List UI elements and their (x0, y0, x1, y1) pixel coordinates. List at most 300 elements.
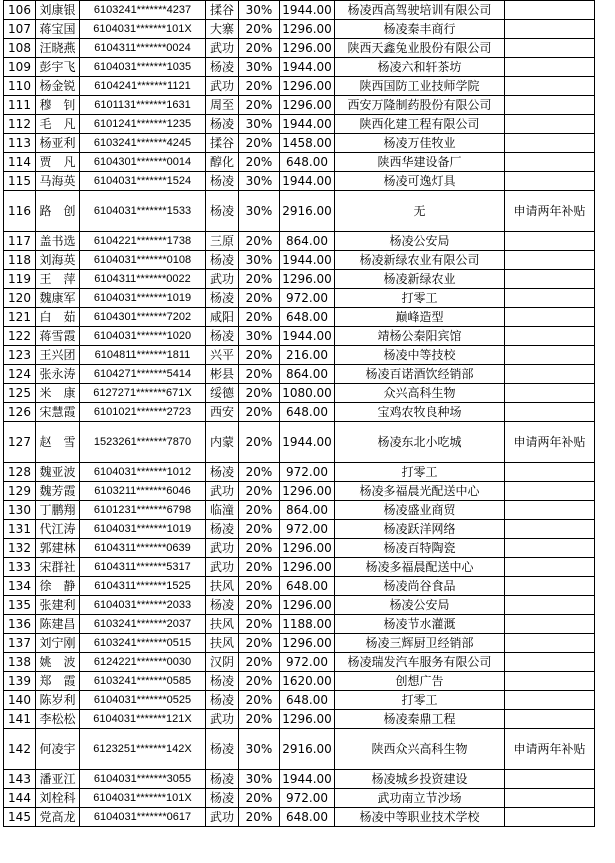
area-cell: 杨凌 (206, 289, 239, 308)
row-number-cell: 119 (4, 270, 36, 289)
amount-cell: 1944.00 (280, 115, 335, 134)
rate-cell: 30% (239, 1, 280, 20)
table-row (4, 384, 595, 403)
id-number-cell: 6103241*******2037 (80, 615, 206, 634)
company-cell: 众兴高科生物 (335, 384, 505, 403)
note-cell (505, 501, 595, 520)
id-number-cell: 6104031*******1019 (80, 289, 206, 308)
amount-cell: 648.00 (280, 808, 335, 827)
table-row (4, 153, 595, 172)
note-cell: 申请两年补贴 (505, 191, 595, 232)
rate-cell: 20% (239, 232, 280, 251)
company-cell: 靖杨公秦阳宾馆 (335, 327, 505, 346)
row-number-cell: 132 (4, 539, 36, 558)
row-number-cell: 127 (4, 422, 36, 463)
company-cell: 杨凌中等职业技术学校 (335, 808, 505, 827)
note-cell (505, 710, 595, 729)
note-cell (505, 596, 595, 615)
name-cell: 汪晓燕 (36, 39, 80, 58)
id-number-cell: 6104031*******121X (80, 710, 206, 729)
name-cell: 王 萍 (36, 270, 80, 289)
table-body (4, 1, 595, 827)
note-cell (505, 615, 595, 634)
row-number-cell: 139 (4, 672, 36, 691)
note-cell (505, 308, 595, 327)
rate-cell: 20% (239, 634, 280, 653)
rate-cell: 20% (239, 39, 280, 58)
name-cell: 张永涛 (36, 365, 80, 384)
row-number-cell: 112 (4, 115, 36, 134)
table-row (4, 710, 595, 729)
company-cell: 杨凌西高驾驶培训有限公司 (335, 1, 505, 20)
note-cell (505, 463, 595, 482)
amount-cell: 1620.00 (280, 672, 335, 691)
table-row (4, 270, 595, 289)
rate-cell: 20% (239, 308, 280, 327)
name-cell: 陈建昌 (36, 615, 80, 634)
id-number-cell: 6103241*******0585 (80, 672, 206, 691)
rate-cell: 20% (239, 482, 280, 501)
amount-cell: 1296.00 (280, 77, 335, 96)
rate-cell: 20% (239, 365, 280, 384)
note-cell (505, 577, 595, 596)
row-number-cell: 121 (4, 308, 36, 327)
name-cell: 盖书选 (36, 232, 80, 251)
table-row (4, 501, 595, 520)
name-cell: 马海英 (36, 172, 80, 191)
rate-cell: 20% (239, 653, 280, 672)
id-number-cell: 6101241*******1235 (80, 115, 206, 134)
id-number-cell: 6104031*******2033 (80, 596, 206, 615)
amount-cell: 1944.00 (280, 172, 335, 191)
name-cell: 穆 钊 (36, 96, 80, 115)
table-row (4, 96, 595, 115)
row-number-cell: 122 (4, 327, 36, 346)
company-cell: 陕西天鑫兔业股份有限公司 (335, 39, 505, 58)
company-cell: 无 (335, 191, 505, 232)
amount-cell: 972.00 (280, 653, 335, 672)
note-cell: 申请两年补贴 (505, 729, 595, 770)
amount-cell: 1944.00 (280, 251, 335, 270)
amount-cell: 972.00 (280, 463, 335, 482)
name-cell: 宋群社 (36, 558, 80, 577)
company-cell: 杨凌百诺酒饮经销部 (335, 365, 505, 384)
rate-cell: 20% (239, 539, 280, 558)
id-number-cell: 6104031*******0525 (80, 691, 206, 710)
name-cell: 徐 静 (36, 577, 80, 596)
row-number-cell: 106 (4, 1, 36, 20)
company-cell: 陕西众兴高科生物 (335, 729, 505, 770)
area-cell: 咸阳 (206, 308, 239, 327)
row-number-cell: 135 (4, 596, 36, 615)
company-cell: 打零工 (335, 463, 505, 482)
amount-cell: 1458.00 (280, 134, 335, 153)
id-number-cell: 6104311*******0639 (80, 539, 206, 558)
area-cell: 兴平 (206, 346, 239, 365)
id-number-cell: 6124221*******0030 (80, 653, 206, 672)
rate-cell: 20% (239, 346, 280, 365)
note-cell (505, 346, 595, 365)
rate-cell: 20% (239, 134, 280, 153)
company-cell: 杨凌瑞发汽车服务有限公司 (335, 653, 505, 672)
row-number-cell: 142 (4, 729, 36, 770)
id-number-cell: 6104031*******3055 (80, 770, 206, 789)
amount-cell: 216.00 (280, 346, 335, 365)
rate-cell: 20% (239, 289, 280, 308)
note-cell (505, 327, 595, 346)
area-cell: 扶风 (206, 634, 239, 653)
row-number-cell: 118 (4, 251, 36, 270)
table-row (4, 308, 595, 327)
area-cell: 汉阴 (206, 653, 239, 672)
area-cell: 杨凌 (206, 596, 239, 615)
rate-cell: 20% (239, 153, 280, 172)
company-cell: 陕西国防工业技师学院 (335, 77, 505, 96)
id-number-cell: 6104031*******101X (80, 20, 206, 39)
id-number-cell: 6104031*******0108 (80, 251, 206, 270)
rate-cell: 30% (239, 172, 280, 191)
id-number-cell: 6101131*******1631 (80, 96, 206, 115)
company-cell: 打零工 (335, 289, 505, 308)
area-cell: 扶风 (206, 615, 239, 634)
row-number-cell: 136 (4, 615, 36, 634)
rate-cell: 30% (239, 251, 280, 270)
note-cell (505, 289, 595, 308)
table-row (4, 191, 595, 232)
note-cell (505, 789, 595, 808)
rate-cell: 20% (239, 710, 280, 729)
rate-cell: 20% (239, 463, 280, 482)
rate-cell: 20% (239, 403, 280, 422)
rate-cell: 20% (239, 270, 280, 289)
company-cell: 武功南立节沙场 (335, 789, 505, 808)
area-cell: 杨凌 (206, 58, 239, 77)
area-cell: 揉谷 (206, 134, 239, 153)
id-number-cell: 6104241*******1121 (80, 77, 206, 96)
note-cell: 申请两年补贴 (505, 422, 595, 463)
row-number-cell: 111 (4, 96, 36, 115)
amount-cell: 864.00 (280, 501, 335, 520)
name-cell: 刘栓科 (36, 789, 80, 808)
area-cell: 武功 (206, 539, 239, 558)
row-number-cell: 133 (4, 558, 36, 577)
company-cell: 陕西化建工程有限公司 (335, 115, 505, 134)
amount-cell: 1296.00 (280, 596, 335, 615)
company-cell: 杨凌三辉厨卫经销部 (335, 634, 505, 653)
company-cell: 杨凌东北小吃城 (335, 422, 505, 463)
id-number-cell: 6104311*******0022 (80, 270, 206, 289)
area-cell: 武功 (206, 77, 239, 96)
rate-cell: 20% (239, 96, 280, 115)
note-cell (505, 520, 595, 539)
row-number-cell: 137 (4, 634, 36, 653)
company-cell: 创想广告 (335, 672, 505, 691)
area-cell: 武功 (206, 482, 239, 501)
area-cell: 杨凌 (206, 327, 239, 346)
area-cell: 临潼 (206, 501, 239, 520)
rate-cell: 30% (239, 115, 280, 134)
company-cell: 杨凌新绿农业 (335, 270, 505, 289)
rate-cell: 30% (239, 729, 280, 770)
rate-cell: 20% (239, 501, 280, 520)
name-cell: 白 茹 (36, 308, 80, 327)
name-cell: 丁鹏翔 (36, 501, 80, 520)
area-cell: 杨凌 (206, 115, 239, 134)
name-cell: 赵 雪 (36, 422, 80, 463)
row-number-cell: 143 (4, 770, 36, 789)
table-row (4, 251, 595, 270)
table-row (4, 615, 595, 634)
table-row (4, 539, 595, 558)
note-cell (505, 672, 595, 691)
table-row (4, 634, 595, 653)
amount-cell: 1296.00 (280, 539, 335, 558)
id-number-cell: 6104031*******0617 (80, 808, 206, 827)
id-number-cell: 6104811*******1811 (80, 346, 206, 365)
amount-cell: 1080.00 (280, 384, 335, 403)
amount-cell: 1296.00 (280, 20, 335, 39)
table-row (4, 691, 595, 710)
table-row (4, 672, 595, 691)
row-number-cell: 130 (4, 501, 36, 520)
id-number-cell: 1523261*******7870 (80, 422, 206, 463)
company-cell: 杨凌六和轩茶坊 (335, 58, 505, 77)
amount-cell: 1296.00 (280, 270, 335, 289)
row-number-cell: 145 (4, 808, 36, 827)
amount-cell: 1944.00 (280, 327, 335, 346)
row-number-cell: 131 (4, 520, 36, 539)
name-cell: 刘海英 (36, 251, 80, 270)
area-cell: 周至 (206, 96, 239, 115)
amount-cell: 1944.00 (280, 58, 335, 77)
area-cell: 武功 (206, 558, 239, 577)
note-cell (505, 134, 595, 153)
company-cell: 杨凌新绿农业有限公司 (335, 251, 505, 270)
note-cell (505, 808, 595, 827)
id-number-cell: 6104031*******1524 (80, 172, 206, 191)
rate-cell: 30% (239, 770, 280, 789)
note-cell (505, 634, 595, 653)
id-number-cell: 6104311*******5317 (80, 558, 206, 577)
note-cell (505, 365, 595, 384)
company-cell: 杨凌秦丰商行 (335, 20, 505, 39)
id-number-cell: 6123251*******142X (80, 729, 206, 770)
area-cell: 杨凌 (206, 463, 239, 482)
table-row (4, 365, 595, 384)
table-row (4, 39, 595, 58)
amount-cell: 648.00 (280, 308, 335, 327)
rate-cell: 20% (239, 672, 280, 691)
name-cell: 彭宇飞 (36, 58, 80, 77)
company-cell: 杨凌公安局 (335, 232, 505, 251)
row-number-cell: 117 (4, 232, 36, 251)
id-number-cell: 6104301*******0014 (80, 153, 206, 172)
amount-cell: 2916.00 (280, 191, 335, 232)
rate-cell: 20% (239, 691, 280, 710)
amount-cell: 648.00 (280, 691, 335, 710)
amount-cell: 1296.00 (280, 634, 335, 653)
area-cell: 三原 (206, 232, 239, 251)
table-row (4, 596, 595, 615)
amount-cell: 1296.00 (280, 558, 335, 577)
id-number-cell: 6104031*******101X (80, 789, 206, 808)
company-cell: 杨凌百特陶瓷 (335, 539, 505, 558)
rate-cell: 20% (239, 520, 280, 539)
row-number-cell: 129 (4, 482, 36, 501)
id-number-cell: 6103241*******0515 (80, 634, 206, 653)
note-cell (505, 115, 595, 134)
note-cell (505, 770, 595, 789)
note-cell (505, 153, 595, 172)
rate-cell: 20% (239, 384, 280, 403)
amount-cell: 1296.00 (280, 482, 335, 501)
company-cell: 杨凌节水灌溉 (335, 615, 505, 634)
name-cell: 郑 霞 (36, 672, 80, 691)
area-cell: 杨凌 (206, 770, 239, 789)
amount-cell: 2916.00 (280, 729, 335, 770)
company-cell: 杨凌可逸灯具 (335, 172, 505, 191)
id-number-cell: 6104221*******1738 (80, 232, 206, 251)
name-cell: 贾 凡 (36, 153, 80, 172)
area-cell: 揉谷 (206, 1, 239, 20)
name-cell: 宋慧霞 (36, 403, 80, 422)
table-row (4, 289, 595, 308)
id-number-cell: 6103211*******6046 (80, 482, 206, 501)
amount-cell: 972.00 (280, 289, 335, 308)
amount-cell: 1296.00 (280, 96, 335, 115)
amount-cell: 1944.00 (280, 770, 335, 789)
note-cell (505, 1, 595, 20)
id-number-cell: 6104301*******7202 (80, 308, 206, 327)
table-row (4, 58, 595, 77)
name-cell: 代江涛 (36, 520, 80, 539)
table-row (4, 520, 595, 539)
name-cell: 何凌宇 (36, 729, 80, 770)
company-cell: 杨凌盛业商贸 (335, 501, 505, 520)
company-cell: 巅峰造型 (335, 308, 505, 327)
table-row (4, 653, 595, 672)
table-row (4, 327, 595, 346)
table-row (4, 1, 595, 20)
area-cell: 大寨 (206, 20, 239, 39)
row-number-cell: 113 (4, 134, 36, 153)
rate-cell: 20% (239, 20, 280, 39)
amount-cell: 648.00 (280, 577, 335, 596)
rate-cell: 30% (239, 191, 280, 232)
rate-cell: 20% (239, 789, 280, 808)
name-cell: 刘宁刚 (36, 634, 80, 653)
row-number-cell: 134 (4, 577, 36, 596)
area-cell: 武功 (206, 710, 239, 729)
company-cell: 杨凌万佳牧业 (335, 134, 505, 153)
name-cell: 李松松 (36, 710, 80, 729)
name-cell: 蒋雪霞 (36, 327, 80, 346)
company-cell: 杨凌多福晨配送中心 (335, 558, 505, 577)
note-cell (505, 172, 595, 191)
name-cell: 潘亚江 (36, 770, 80, 789)
note-cell (505, 77, 595, 96)
row-number-cell: 126 (4, 403, 36, 422)
table-row (4, 808, 595, 827)
area-cell: 醇化 (206, 153, 239, 172)
rate-cell: 20% (239, 422, 280, 463)
amount-cell: 1188.00 (280, 615, 335, 634)
name-cell: 刘康银 (36, 1, 80, 20)
table-row (4, 77, 595, 96)
note-cell (505, 558, 595, 577)
name-cell: 魏康军 (36, 289, 80, 308)
area-cell: 杨凌 (206, 691, 239, 710)
area-cell: 杨凌 (206, 520, 239, 539)
amount-cell: 864.00 (280, 365, 335, 384)
amount-cell: 972.00 (280, 789, 335, 808)
note-cell (505, 39, 595, 58)
subsidy-table (3, 0, 595, 827)
id-number-cell: 6104311*******0024 (80, 39, 206, 58)
company-cell: 杨凌公安局 (335, 596, 505, 615)
row-number-cell: 138 (4, 653, 36, 672)
id-number-cell: 6104031*******1019 (80, 520, 206, 539)
name-cell: 王兴团 (36, 346, 80, 365)
name-cell: 毛 凡 (36, 115, 80, 134)
company-cell: 杨凌跃洋网络 (335, 520, 505, 539)
table-row (4, 232, 595, 251)
rate-cell: 20% (239, 77, 280, 96)
row-number-cell: 108 (4, 39, 36, 58)
amount-cell: 1296.00 (280, 710, 335, 729)
company-cell: 杨凌秦鼎工程 (335, 710, 505, 729)
area-cell: 杨凌 (206, 191, 239, 232)
row-number-cell: 123 (4, 346, 36, 365)
table-row (4, 20, 595, 39)
id-number-cell: 6104031*******1020 (80, 327, 206, 346)
id-number-cell: 6103241*******4237 (80, 1, 206, 20)
rate-cell: 20% (239, 577, 280, 596)
name-cell: 路 创 (36, 191, 80, 232)
row-number-cell: 107 (4, 20, 36, 39)
area-cell: 武功 (206, 808, 239, 827)
amount-cell: 972.00 (280, 520, 335, 539)
row-number-cell: 140 (4, 691, 36, 710)
name-cell: 杨金锐 (36, 77, 80, 96)
id-number-cell: 6104311*******1525 (80, 577, 206, 596)
area-cell: 杨凌 (206, 789, 239, 808)
name-cell: 魏亚波 (36, 463, 80, 482)
id-number-cell: 6104031*******1035 (80, 58, 206, 77)
name-cell: 姚 波 (36, 653, 80, 672)
table-row (4, 729, 595, 770)
table-row (4, 115, 595, 134)
area-cell: 彬县 (206, 365, 239, 384)
name-cell: 陈岁利 (36, 691, 80, 710)
id-number-cell: 6101231*******6798 (80, 501, 206, 520)
area-cell: 扶风 (206, 577, 239, 596)
note-cell (505, 653, 595, 672)
note-cell (505, 691, 595, 710)
name-cell: 党高龙 (36, 808, 80, 827)
table-row (4, 346, 595, 365)
amount-cell: 648.00 (280, 153, 335, 172)
table-row (4, 482, 595, 501)
table-row (4, 403, 595, 422)
table-row (4, 172, 595, 191)
table-row (4, 422, 595, 463)
name-cell: 杨亚利 (36, 134, 80, 153)
name-cell: 米 康 (36, 384, 80, 403)
company-cell: 杨凌城乡投资建设 (335, 770, 505, 789)
amount-cell: 1296.00 (280, 39, 335, 58)
amount-cell: 1944.00 (280, 1, 335, 20)
